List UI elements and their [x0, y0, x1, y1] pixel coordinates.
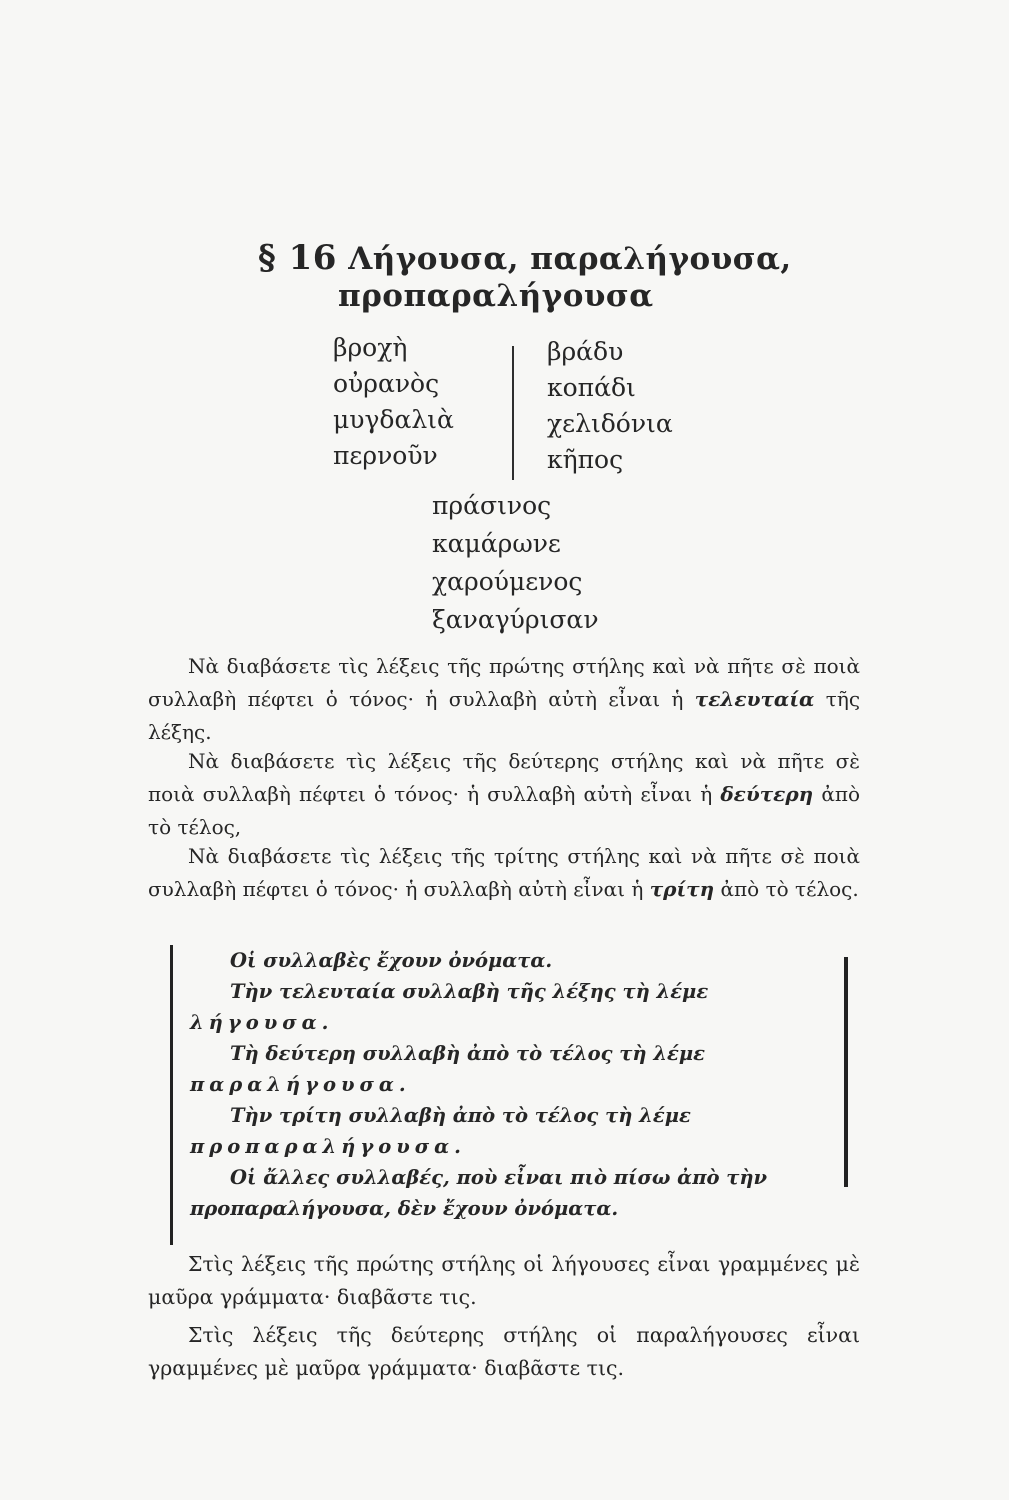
- rule-text: Τὴν τρίτη συλλαβὴ ἀπὸ τὸ τέλος τὴ λέμε: [230, 1104, 691, 1127]
- word-item: οὐρανὸς: [333, 369, 440, 398]
- rule-box-left-bar: [170, 945, 173, 1245]
- rule-term: παραλήγουσα.: [190, 1073, 411, 1096]
- section-heading: [258, 238, 792, 278]
- rule-box-text: [190, 945, 830, 1224]
- rule-box-right-bar: [844, 957, 848, 1187]
- emphasis-term: τρίτη: [649, 877, 715, 901]
- word-item: χελιδόνια: [547, 409, 673, 438]
- word-column-second: [547, 334, 673, 478]
- word-item: καμάρωνε: [432, 529, 561, 558]
- word-item: χαρούμενος: [432, 567, 583, 596]
- rule-line: Οἱ ἄλλες συλλαβές, ποὺ εἶναι πιὸ πίσω ἀπὸ τὴν προπαραλήγουσα, δὲν ἔχουν ὀνόματα.: [190, 1166, 768, 1220]
- instruction-text: Νὰ διαβάσετε τὶς λέξεις τῆς τρίτης στήλης καὶ νὰ πῆτε σὲ ποιὰ συλλαβὴ πέφτει ὁ τόνος· ἡ συλλαβὴ αὐτὴ εἶναι ἡ: [148, 844, 860, 901]
- rule-text: Τὴν τελευταία συλλαβὴ τῆς λέξης τὴ λέμε: [230, 980, 709, 1003]
- rule-text: Τὴ δεύτερη συλλαβὴ ἀπὸ τὸ τέλος τὴ λέμε: [230, 1042, 705, 1065]
- word-item: ξαναγύρισαν: [432, 605, 599, 634]
- word-column-third: [432, 487, 599, 639]
- word-item: κοπάδι: [547, 373, 636, 402]
- word-column-first: [333, 330, 454, 474]
- closing-paragraph-2: Στὶς λέξεις τῆς δεύτερης στήλης οἱ παραλήγουσες εἶναι γραμμένες μὲ μαῦρα γράμματα· διαβᾶστε τις.: [148, 1323, 860, 1380]
- rule-line: Οἱ συλλαβὲς ἔχουν ὀνόματα.: [230, 949, 553, 972]
- word-item: περνοῦν: [333, 441, 438, 470]
- section-number: § 16: [258, 238, 337, 278]
- rule-term: προπαραλήγουσα.: [190, 1135, 466, 1158]
- section-title-line1: Λήγουσα, παραλήγουσα,: [348, 241, 792, 277]
- word-item: βροχὴ: [333, 333, 408, 362]
- word-item: βράδυ: [547, 337, 624, 366]
- emphasis-term: δεύτερη: [720, 782, 814, 806]
- instruction-text: ἀπὸ τὸ τέλος,: [148, 782, 861, 839]
- rule-line: [190, 976, 830, 1038]
- word-item: κῆπος: [547, 445, 624, 474]
- instruction-paragraph-3: [148, 840, 860, 906]
- instruction-text: Νὰ διαβάσετε τὶς λέξεις τῆς πρώτης στήλης καὶ νὰ πῆτε σὲ ποιὰ συλλαβὴ πέφτει ὁ τόνος· ἡ συλλαβὴ αὐτὴ εἶναι ἡ: [148, 654, 860, 711]
- instruction-text: Νὰ διαβάσετε τὶς λέξεις τῆς δεύτερης στήλης καὶ νὰ πῆτε σὲ ποιὰ συλλαβὴ πέφτει ὁ τόνος· ἡ συλλαβὴ αὐτὴ εἶναι ἡ: [148, 749, 860, 806]
- column-divider: [512, 346, 514, 480]
- rule-term: λήγουσα.: [190, 1011, 334, 1034]
- word-item: μυγδαλιὰ: [333, 405, 454, 434]
- word-item: πράσινος: [432, 491, 552, 520]
- instruction-text: τῆς λέξης.: [148, 687, 861, 744]
- rule-line: [190, 1038, 830, 1100]
- instruction-paragraph-2: [148, 745, 860, 844]
- instruction-text: ἀπὸ τὸ τέλος.: [720, 877, 859, 901]
- instruction-paragraph-1: [148, 650, 860, 749]
- emphasis-term: τελευταία: [694, 687, 815, 711]
- rule-box: [170, 945, 848, 1245]
- rule-line: [190, 1100, 830, 1162]
- closing-paragraph-1: Στὶς λέξεις τῆς πρώτης στήλης οἱ λήγουσες εἶναι γραμμένες μὲ μαῦρα γράμματα· διαβᾶστε τις.: [148, 1252, 860, 1309]
- section-title-line2: προπαραλήγουσα: [338, 278, 654, 314]
